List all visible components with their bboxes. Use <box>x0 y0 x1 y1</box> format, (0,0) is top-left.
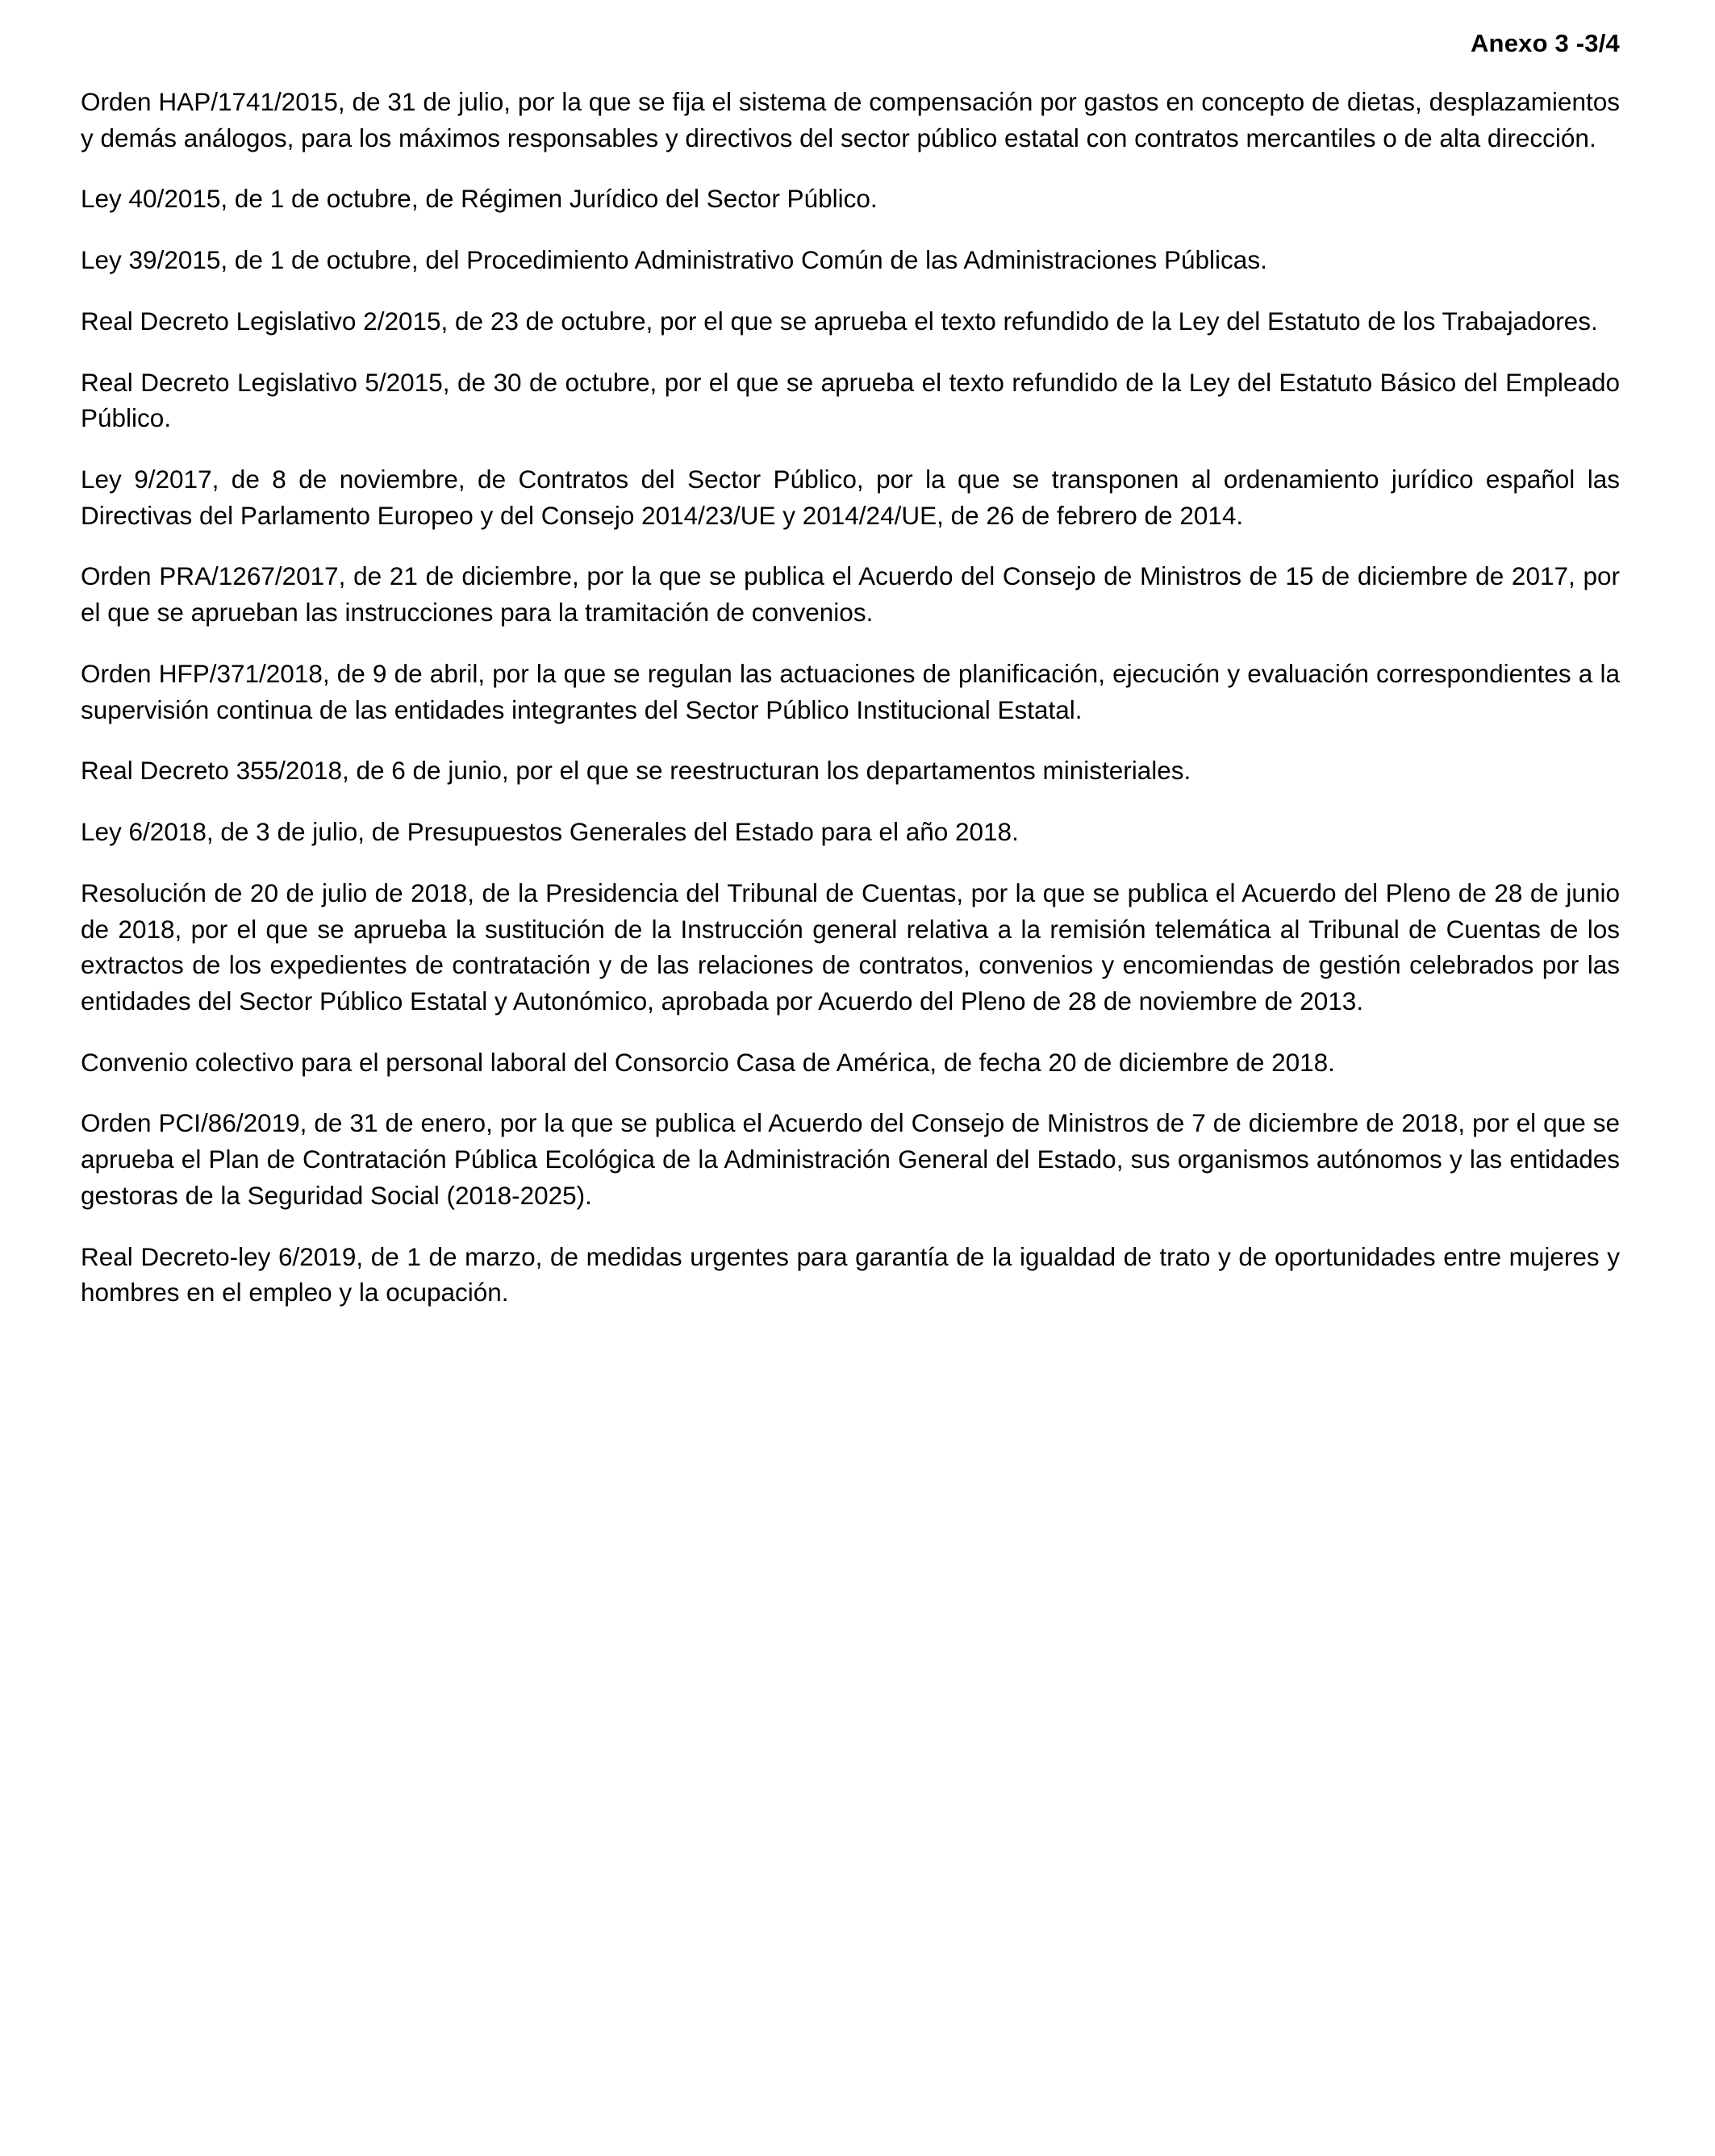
paragraph: Real Decreto 355/2018, de 6 de junio, por el que se reestructuran los departamentos ministeriales. <box>81 756 1191 786</box>
paragraph: Real Decreto Legislativo 5/2015, de 30 de octubre, por el que se aprueba el texto refundido de la Ley del Estatuto Básico del Empleado Público. <box>81 367 1620 433</box>
paragraph: Orden PRA/1267/2017, de 21 de diciembre, por la que se publica el Acuerdo del Consejo de Ministros de 15 de diciembre de 2017, por el que se aprueban las instrucciones para la tramitación de convenios. <box>81 561 1620 628</box>
page-header <box>81 29 1620 58</box>
document-body <box>81 84 1620 1311</box>
paragraph: Orden HAP/1741/2015, de 31 de julio, por la que se fija el sistema de compensación por gastos en concepto de dietas, desplazamientos y demás análogos, para los máximos responsables y directivos del sector público estatal con contratos mercantiles o de alta dirección. <box>81 87 1620 152</box>
paragraph: Real Decreto Legislativo 2/2015, de 23 de octubre, por el que se aprueba el texto refundido de la Ley del Estatuto de los Trabajadores. <box>81 306 1598 336</box>
paragraph: Ley 39/2015, de 1 de octubre, del Procedimiento Administrativo Común de las Administraciones Públicas. <box>81 245 1267 275</box>
paragraph: Real Decreto-ley 6/2019, de 1 de marzo, de medidas urgentes para garantía de la igualdad de trato y de oportunidades entre mujeres y hombres en el empleo y la ocupación. <box>81 1241 1620 1307</box>
annex-label: Anexo 3 -3/4 <box>1470 29 1620 57</box>
paragraph: Ley 9/2017, de 8 de noviembre, de Contratos del Sector Público, por la que se transponen al ordenamiento jurídico español las Directivas del Parlamento Europeo y del Consejo 2014/23/UE y 2014/24/UE, de 26 de febrero de 2014. <box>81 465 1620 530</box>
paragraph: Resolución de 20 de julio de 2018, de la Presidencia del Tribunal de Cuentas, por la que se publica el Acuerdo del Pleno de 28 de junio de 2018, por el que se aprueba la sustitución de la Instrucción general relativa a la remisión telemática al Tribunal de Cuentas de los extractos de los expedientes de contratación y de las relaciones de contratos, convenios y encomiendas de gestión celebrados por las entidades del Sector Público Estatal y Autonómico, aprobada por Acuerdo del Pleno de 28 de noviembre de 2013. <box>81 878 1620 1015</box>
paragraph: Ley 6/2018, de 3 de julio, de Presupuestos Generales del Estado para el año 2018. <box>81 817 1019 847</box>
paragraph: Convenio colectivo para el personal laboral del Consorcio Casa de América, de fecha 20 de diciembre de 2018. <box>81 1047 1335 1077</box>
paragraph: Orden HFP/371/2018, de 9 de abril, por la que se regulan las actuaciones de planificación, ejecución y evaluación correspondientes a la supervisión continua de las entidades integrantes del Sector Público Institucional Estatal. <box>81 658 1620 724</box>
paragraph: Orden PCI/86/2019, de 31 de enero, por la que se publica el Acuerdo del Consejo de Ministros de 7 de diciembre de 2018, por el que se aprueba el Plan de Contratación Pública Ecológica de la Administración General del Estado, sus organismos autónomos y las entidades gestoras de la Seguridad Social (2018-2025). <box>81 1108 1620 1210</box>
paragraph: Ley 40/2015, de 1 de octubre, de Régimen Jurídico del Sector Público. <box>81 184 878 214</box>
